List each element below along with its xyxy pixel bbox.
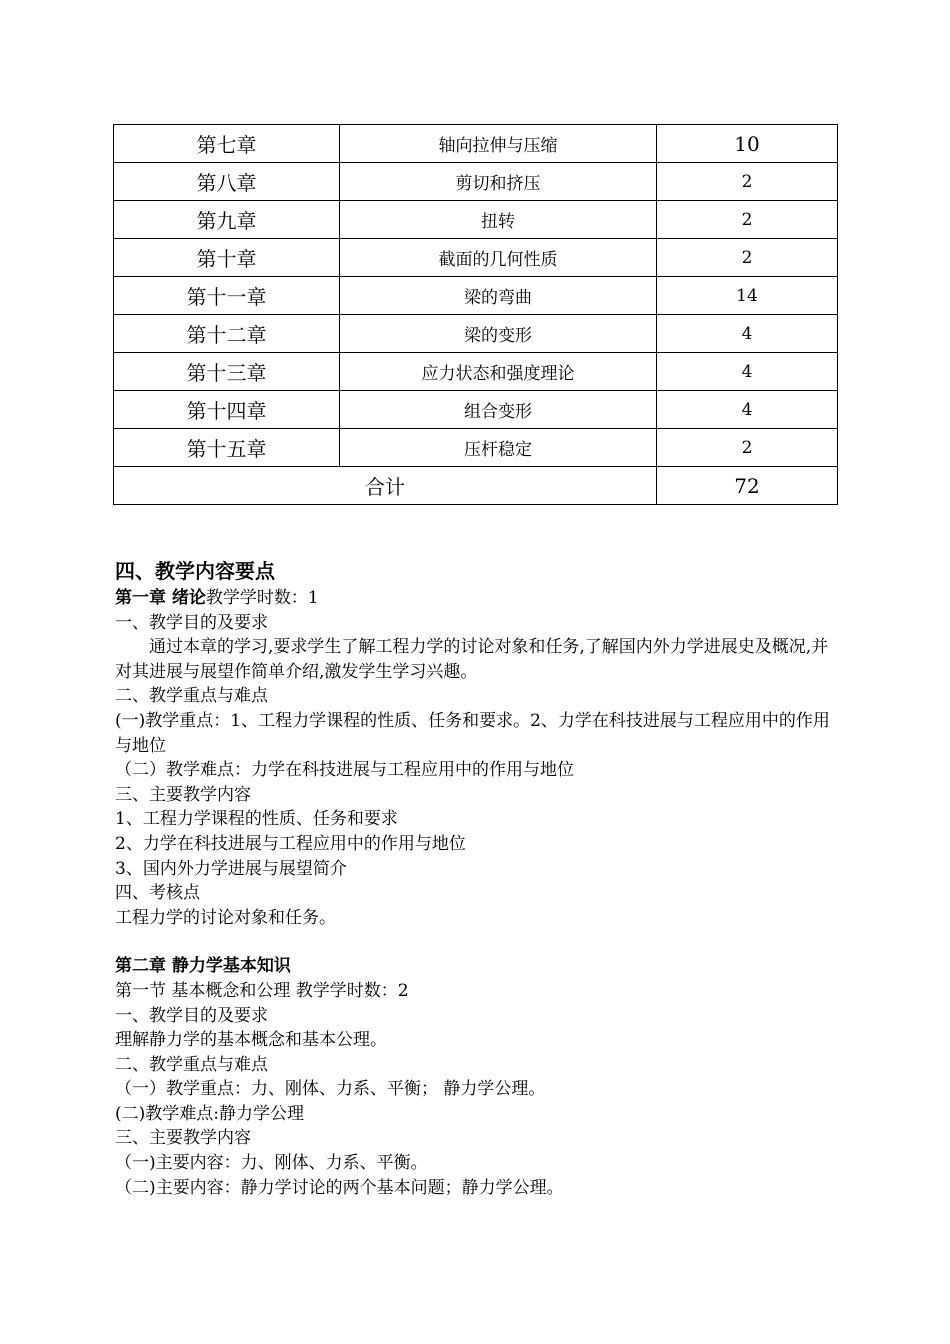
topic-cell: 截面的几何性质 xyxy=(340,239,657,277)
ch2-key-points-text: （一）教学重点：力、刚体、力系、平衡； 静力学公理。 xyxy=(115,1079,546,1100)
table-row xyxy=(114,391,838,429)
ch1-assessment-label: 四、考核点 xyxy=(115,883,200,904)
ch2-content-label: 三、主要教学内容 xyxy=(115,1128,251,1149)
ch2-section-line: 第一节 基本概念和公理 教学学时数：2 xyxy=(115,980,409,1001)
ch1-content-item: 2、力学在科技进展与工程应用中的作用与地位 xyxy=(115,833,466,854)
hours-cell: 2 xyxy=(657,201,838,239)
ch1-objectives-text: 通过本章的学习,要求学生了解工程力学的讨论对象和任务,了解国内外力学进展史及概况,并对其进展与展望作简单介绍,激发学生学习兴趣。 xyxy=(115,637,829,682)
hours-cell: 14 xyxy=(657,277,838,315)
table-row xyxy=(114,201,838,239)
table-row xyxy=(114,315,838,353)
ch2-objectives-label: 一、教学目的及要求 xyxy=(115,1005,268,1026)
chapter-cell: 第十一章 xyxy=(114,277,340,315)
chapter-cell: 第九章 xyxy=(114,201,340,239)
table-row xyxy=(114,239,838,277)
teaching-content xyxy=(115,556,837,1200)
topic-cell: 扭转 xyxy=(340,201,657,239)
chapter-1-heading: 第一章 绪论 xyxy=(115,588,206,608)
chapter-1-heading-line xyxy=(115,586,837,611)
ch1-key-points-label: 二、教学重点与难点 xyxy=(115,686,268,707)
hours-cell: 4 xyxy=(657,315,838,353)
total-row xyxy=(114,467,838,505)
hours-cell: 2 xyxy=(657,163,838,201)
topic-cell: 梁的弯曲 xyxy=(340,277,657,315)
table-row xyxy=(114,277,838,315)
ch1-assessment-text: 工程力学的讨论对象和任务。 xyxy=(115,907,336,928)
hours-cell: 2 xyxy=(657,429,838,467)
section-title: 四、教学内容要点 xyxy=(115,559,275,583)
ch1-objectives-label: 一、教学目的及要求 xyxy=(115,612,268,633)
ch2-content-text-2: （二)主要内容：静力学讨论的两个基本问题；静力学公理。 xyxy=(115,1177,564,1198)
ch2-difficulties-text: (二)教学难点:静力学公理 xyxy=(115,1103,304,1124)
topic-cell: 压杆稳定 xyxy=(340,429,657,467)
ch1-content-item: 3、国内外力学进展与展望简介 xyxy=(115,858,347,879)
ch1-content-label: 三、主要教学内容 xyxy=(115,784,251,805)
hours-cell: 2 xyxy=(657,239,838,277)
hours-cell: 4 xyxy=(657,391,838,429)
topic-cell: 梁的变形 xyxy=(340,315,657,353)
topic-cell: 剪切和挤压 xyxy=(340,163,657,201)
chapter-cell: 第十四章 xyxy=(114,391,340,429)
table-row xyxy=(114,353,838,391)
table-row xyxy=(114,125,838,163)
ch1-content-item: 1、工程力学课程的性质、任务和要求 xyxy=(115,809,398,830)
total-label: 合计 xyxy=(114,467,657,505)
chapter-1-hours: 教学学时数：1 xyxy=(205,588,319,608)
ch2-content-text-1: （一)主要内容：力、刚体、力系、平衡。 xyxy=(115,1153,428,1174)
chapter-cell: 第十二章 xyxy=(114,315,340,353)
ch2-key-points-label: 二、教学重点与难点 xyxy=(115,1054,268,1075)
hours-cell: 4 xyxy=(657,353,838,391)
table-row xyxy=(114,163,838,201)
ch2-objectives-text: 理解静力学的基本概念和基本公理。 xyxy=(115,1030,387,1051)
chapter-cell: 第七章 xyxy=(114,125,340,163)
hours-cell: 10 xyxy=(657,125,838,163)
total-hours: 72 xyxy=(657,467,838,505)
topic-cell: 轴向拉伸与压缩 xyxy=(340,125,657,163)
ch1-key-points-text: (一)教学重点：1、工程力学课程的性质、任务和要求。2、力学在科技进展与工程应用中的作用与地位 xyxy=(115,710,830,756)
spacer xyxy=(115,930,837,954)
chapter-cell: 第十五章 xyxy=(114,429,340,467)
table-row xyxy=(114,429,838,467)
ch1-difficulties-text: （二）教学难点：力学在科技进展与工程应用中的作用与地位 xyxy=(115,760,574,781)
chapter-cell: 第十三章 xyxy=(114,353,340,391)
chapter-2-heading: 第二章 静力学基本知识 xyxy=(115,956,291,977)
chapter-cell: 第十章 xyxy=(114,239,340,277)
topic-cell: 应力状态和强度理论 xyxy=(340,353,657,391)
hours-table xyxy=(113,124,838,505)
chapter-cell: 第八章 xyxy=(114,163,340,201)
topic-cell: 组合变形 xyxy=(340,391,657,429)
